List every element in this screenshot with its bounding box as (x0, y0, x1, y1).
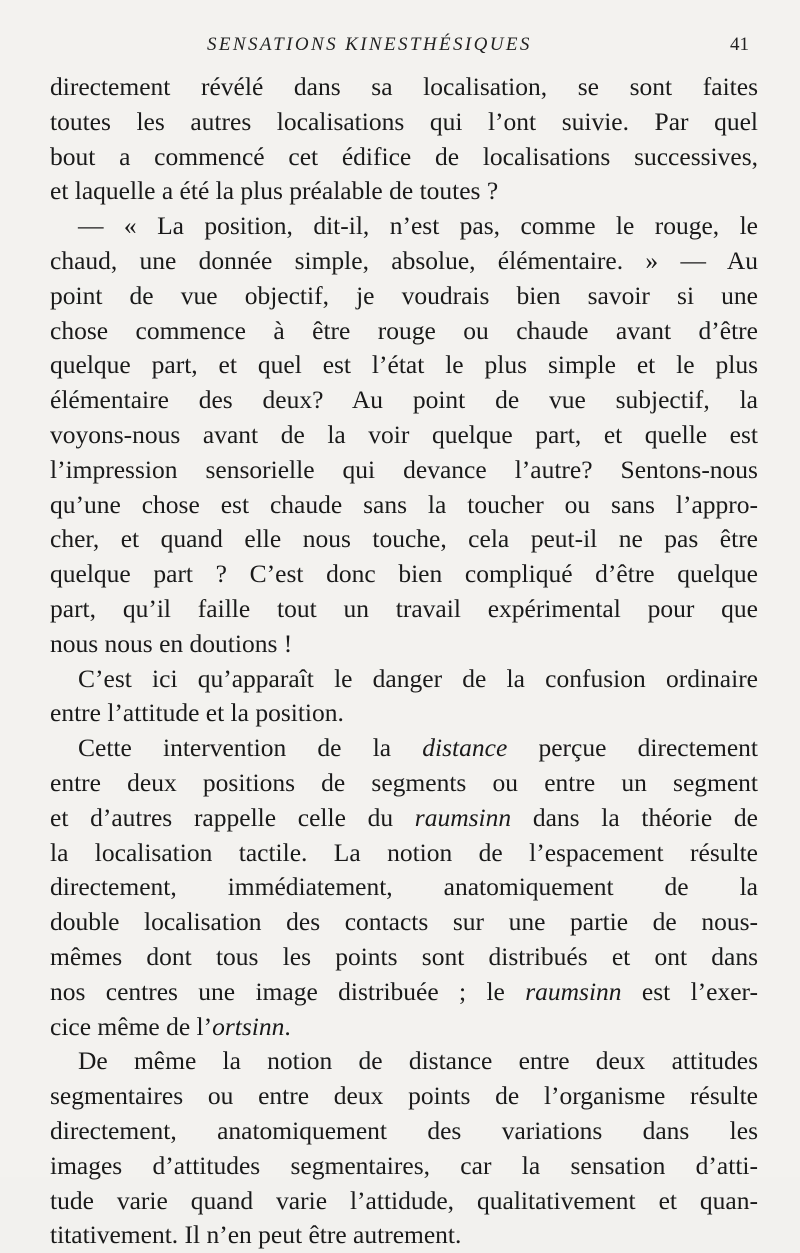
text-line: De même la notion de distance entre deux attitudes (78, 1046, 758, 1076)
text-line: part, qu’il faille tout un travail expérimental pour que (50, 593, 758, 623)
paragraph (50, 662, 758, 732)
paragraph (50, 70, 758, 209)
text-line: chose commence à être rouge ou chaude avant d’être (50, 315, 758, 345)
text-line: élémentaire des deux? Au point de vue subjectif, la (50, 385, 758, 415)
running-title: SENSATIONS KINESTHÉSIQUES (207, 34, 532, 55)
text-line: entre l’attitude et la position. (50, 698, 344, 728)
paragraph (50, 209, 758, 661)
text-line: chaud, une donnée simple, absolue, élémentaire. » — Au (50, 245, 758, 275)
text-line: C’est ici qu’apparaît le danger de la confusion ordinaire (78, 663, 758, 693)
paragraph (50, 1044, 758, 1253)
text-line: directement révélé dans sa localisation, se sont faites (50, 72, 758, 101)
text-line: quelque part ? C’est donc bien compliqué d’être quelque (50, 559, 758, 589)
italic-term: distance (422, 733, 508, 763)
text-line: bout a commencé cet édifice de localisations successives, (50, 141, 758, 171)
text-line: directement, immédiatement, anatomiquement de la (50, 872, 758, 902)
text-line: directement, anatomiquement des variations dans les (50, 1115, 758, 1145)
text-line: l’impression sensorielle qui devance l’autre? Sentons-nous (50, 454, 758, 484)
italic-term: ortsinn (212, 1011, 285, 1041)
text-line: et laquelle a été la plus préalable de toutes ? (50, 176, 499, 206)
text-line: la localisation tactile. La notion de l’espacement résulte (50, 837, 758, 867)
text-line: cice même de l’ortsinn. (50, 1011, 291, 1041)
text-line: double localisation des contacts sur une partie de nous- (50, 907, 758, 937)
text-line: point de vue objectif, je voudrais bien savoir si une (50, 280, 758, 310)
running-head (0, 34, 800, 60)
text-line: nous nous en doutions ! (50, 628, 293, 658)
text-line: nos centres une image distribuée ; le raumsinn est l’exer- (50, 976, 759, 1006)
text-line: qu’une chose est chaude sans la toucher ou sans l’appro- (50, 489, 758, 519)
text-line: quelque part, et quel est l’état le plus simple et le plus (50, 350, 758, 380)
text-line: cher, et quand elle nous touche, cela peut-il ne pas être (50, 524, 758, 554)
text-line: toutes les autres localisations qui l’ont suivie. Par quel (50, 106, 758, 136)
body-text (50, 70, 758, 1253)
text-line: entre deux positions de segments ou entre un segment (50, 767, 758, 797)
page-number: 41 (730, 34, 749, 55)
paragraph (50, 731, 758, 1044)
text-line: mêmes dont tous les points sont distribués et ont dans (50, 941, 758, 971)
text-line: — « La position, dit-il, n’est pas, comme le rouge, le (78, 211, 758, 241)
italic-term: raumsinn (525, 976, 622, 1006)
text-line: images d’attitudes segmentaires, car la sensation d’atti- (50, 1150, 758, 1180)
text-line: voyons-nous avant de la voir quelque part, et quelle est (50, 419, 758, 449)
italic-term: raumsinn (414, 802, 512, 832)
text-line: tude varie quand varie l’attidude, qualitativement et quan- (50, 1185, 758, 1215)
text-line: segmentaires ou entre deux points de l’organisme résulte (50, 1081, 758, 1111)
text-line: Cette intervention de la distance perçue directement (78, 733, 758, 763)
text-line: et d’autres rappelle celle du raumsinn dans la théorie de (50, 802, 758, 832)
text-line: titativement. Il n’en peut être autrement. (50, 1220, 462, 1250)
